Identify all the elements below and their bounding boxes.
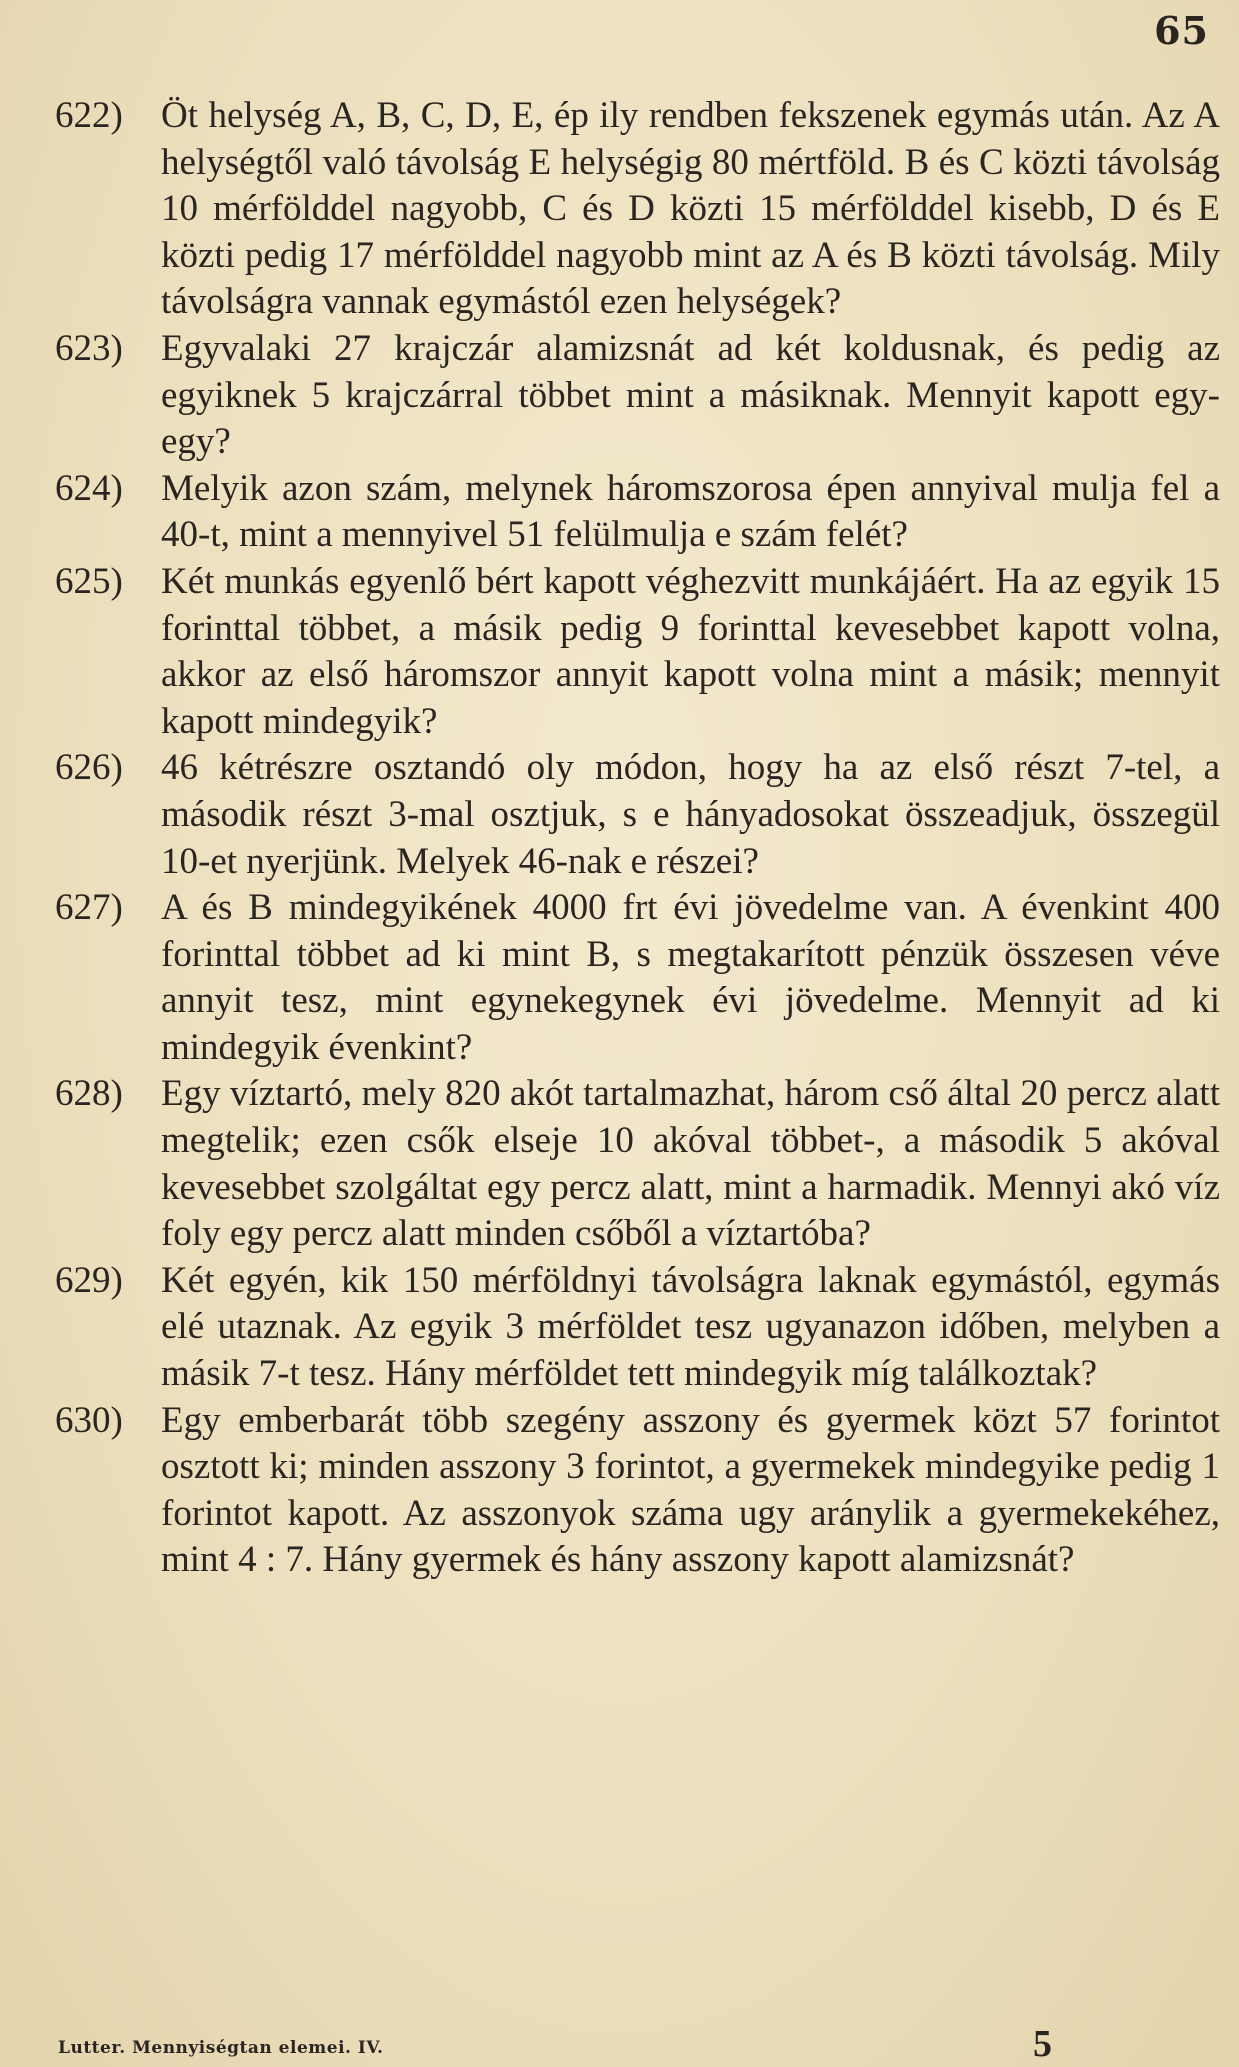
problem-text: A és B mindegyikének 4000 frt évi jövedelme van. A évenkint 400 forinttal többet ad ki mint B, s megtakarított pénzük összesen véve annyit tesz, mint egynekegynek évi jövedelme. Mennyit ad ki mindegyik évenkint?	[161, 887, 1220, 1068]
problem-list	[55, 93, 1220, 1584]
problem-text: Két egyén, kik 150 mérföldnyi távolságra laknak egymástól, egymás elé utaznak. Az egyik 3 mérföldet tesz ugyanazon időben, melyben a másik 7-t tesz. Hány mérföldet tett mindegyik míg találkoztak?	[161, 1259, 1220, 1395]
problem-number: 622)	[55, 95, 123, 136]
problem-number: 625)	[55, 560, 123, 602]
problem-number: 624)	[55, 467, 123, 509]
problem-text: Egy víztartó, mely 820 akót tartalmazhat, három cső által 20 percz alatt megtelik; ezen csők elseje 10 akóval többet-, a második 5 akóval kevesebbet szolgáltat egy percz alatt, mint a harmadik. Mennyi akó víz foly egy percz alatt minden csőből a víztartóba?	[161, 1073, 1220, 1255]
problem-text: Öt helység A, B, C, D, E, ép ily rendben fekszenek egymás után. Az A helységtől való távolság E helységig 80 mértföld. B és C közti távolság 10 mérfölddel nagyobb, C és D közti 15 mérfölddel kisebb, D és E közti pedig 17 mérfölddel nagyobb mint az A és B közti távolság. Mily távolságra vannak egymástól ezen helységek?	[161, 95, 1220, 323]
problem-number: 628)	[55, 1073, 123, 1115]
problem-text: Egyvalaki 27 krajczár alamizsnát ad két koldusnak, és pedig az egyiknek 5 krajczárral többet mint a másiknak. Mennyit kapott egy-egy?	[161, 327, 1220, 463]
problem-625	[55, 559, 1220, 745]
problem-630	[55, 1398, 1220, 1584]
footer-signature: Lutter. Mennyiségtan elemei. IV.	[58, 2038, 384, 2058]
problem-622	[55, 93, 1220, 326]
problem-number: 627)	[55, 887, 123, 929]
problem-text: 46 kétrészre osztandó oly módon, hogy ha az első részt 7-tel, a második részt 3-mal osztjuk, s e hányadosokat összeadjuk, összegül 10-et nyerjünk. Melyek 46-nak e részei?	[161, 747, 1220, 882]
problem-text: Melyik azon szám, melynek háromszorosa épen annyival mulja fel a 40-t, mint a mennyivel 51 felülmulja e szám felét?	[161, 467, 1220, 556]
problem-623	[55, 326, 1220, 466]
problem-628	[55, 1071, 1220, 1257]
page-number: 65	[1154, 8, 1209, 53]
problem-number: 626)	[55, 747, 123, 789]
problem-629	[55, 1258, 1220, 1398]
sheet-mark: 5	[1033, 2023, 1052, 2065]
problem-text: Két munkás egyenlő bért kapott véghezvitt munkájáért. Ha az egyik 15 forinttal többet, a másik pedig 9 forinttal kevesebbet kapott volna, akkor az első háromszor annyit kapott volna mint a másik; mennyit kapott mindegyik?	[161, 560, 1220, 742]
problem-627	[55, 885, 1220, 1071]
problem-626	[55, 745, 1220, 885]
problem-number: 629)	[55, 1259, 123, 1301]
problem-number: 630)	[55, 1399, 123, 1441]
problem-624	[55, 466, 1220, 559]
problem-text: Egy emberbarát több szegény asszony és gyermek közt 57 forintot osztott ki; minden asszony 3 forintot, a gyermekek mindegyike pedig 1 forintot kapott. Az asszonyok száma ugy aránylik a gyermekekéhez, mint 4 : 7. Hány gyermek és hány asszony kapott alamizsnát?	[161, 1399, 1220, 1581]
problem-number: 623)	[55, 327, 123, 369]
